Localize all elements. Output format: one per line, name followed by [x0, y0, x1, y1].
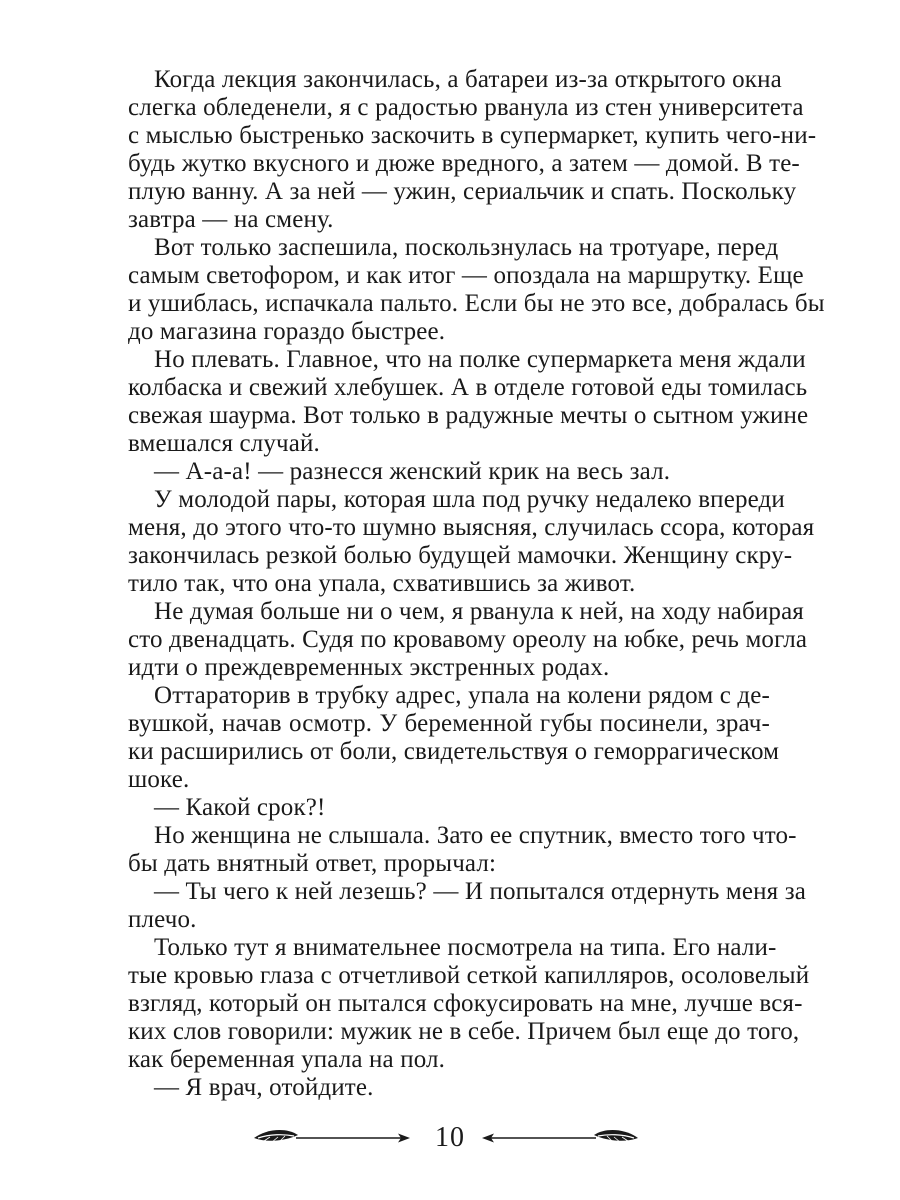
text-line: — Я врач, отойдите.	[154, 1074, 374, 1101]
text-line: будь жутко вкусного и дюже вредного, а затем — домой. В те-	[128, 150, 800, 177]
text-line: ких слов говорили: мужик не в себе. Причем был еще до того,	[128, 1018, 800, 1045]
text-line: — А-а-а! — разнесся женский крик на весь зал.	[154, 458, 671, 485]
text-line: вушкой, начав осмотр. У беременной губы посинели, зрач-	[128, 710, 770, 737]
text-line: тые кровью глаза с отчетливой сеткой капилляров, осоловелый	[128, 962, 810, 989]
paragraph	[128, 682, 780, 794]
text-line: Но женщина не слышала. Зато ее спутник, вместо того что-	[154, 822, 797, 849]
text-line: — Ты чего к ней лезешь? — И попытался отдернуть меня за	[154, 878, 806, 905]
text-line: взгляд, который он пытался сфокусировать на мне, лучше вся-	[128, 990, 803, 1017]
text-line: слегка обледенели, я с радостью рванула из стен университета	[128, 94, 804, 121]
text-line: до магазина гораздо быстрее.	[128, 318, 446, 345]
text-line: завтра — на смену.	[128, 206, 334, 233]
right-feather-ornament-icon	[480, 1124, 640, 1152]
text-line: плечо.	[128, 906, 197, 933]
paragraph	[128, 458, 770, 486]
text-line: и ушиблась, испачкала пальто. Если бы не это все, добралась бы	[128, 290, 825, 317]
text-line: ки расширились от боли, свидетельствуя о геморрагическом	[128, 738, 780, 765]
paragraph	[128, 234, 825, 346]
text-line: тило так, что она упала, схватившись за живот.	[128, 570, 636, 597]
text-line: самым светофором, и как итог — опоздала на маршрутку. Еще	[128, 262, 804, 289]
page-text-block	[128, 66, 825, 1102]
text-line: Вот только заспешила, поскользнулась на тротуаре, перед	[154, 234, 779, 261]
paragraph	[128, 1074, 770, 1102]
text-line: бы дать внятный ответ, прорычал:	[128, 850, 497, 877]
text-line: Но плевать. Главное, что на полке супермаркета меня ждали	[154, 346, 806, 373]
paragraph	[128, 794, 770, 822]
paragraph	[128, 878, 806, 934]
paragraph	[128, 66, 817, 234]
text-line: колбаска и свежий хлебушек. А в отделе готовой еды томилась	[128, 374, 808, 401]
paragraph	[128, 598, 808, 682]
text-line: Не думая больше ни о чем, я рванула к ней, на ходу набирая	[154, 598, 804, 625]
text-line: Только тут я внимательнее посмотрела на типа. Его нали-	[154, 934, 777, 961]
text-line: закончилась резкой болью будущей мамочки. Женщину скру-	[128, 542, 793, 569]
left-feather-ornament-icon	[252, 1124, 412, 1152]
text-line: свежая шаурма. Вот только в радужные мечты о сытном ужине	[128, 402, 809, 429]
text-line: как беременная упала на пол.	[128, 1046, 446, 1073]
text-line: с мыслью быстренько заскочить в супермаркет, купить чего-ни-	[128, 122, 817, 149]
text-line: — Какой срок?!	[154, 794, 326, 821]
page-number: 10	[435, 1122, 465, 1153]
page-footer	[0, 1118, 900, 1158]
text-line: Когда лекция закончилась, а батареи из-за открытого окна	[154, 66, 782, 93]
text-line: У молодой пары, которая шла под ручку недалеко впереди	[154, 486, 785, 513]
paragraph	[128, 486, 815, 598]
text-line: сто двенадцать. Судя по кровавому ореолу на юбке, речь могла	[128, 626, 808, 653]
text-line: шоке.	[128, 766, 190, 793]
text-line: вмешался случай.	[128, 430, 320, 457]
paragraph	[128, 822, 797, 878]
text-line: меня, до этого что-то шумно выясняя, случилась ссора, которая	[128, 514, 815, 541]
text-line: идти о преждевременных экстренных родах.	[128, 654, 610, 681]
paragraph	[128, 934, 810, 1074]
text-line: плую ванну. А за ней — ужин, сериальчик и спать. Поскольку	[128, 178, 797, 205]
text-line: Оттараторив в трубку адрес, упала на колени рядом с де-	[154, 682, 770, 709]
paragraph	[128, 346, 809, 458]
